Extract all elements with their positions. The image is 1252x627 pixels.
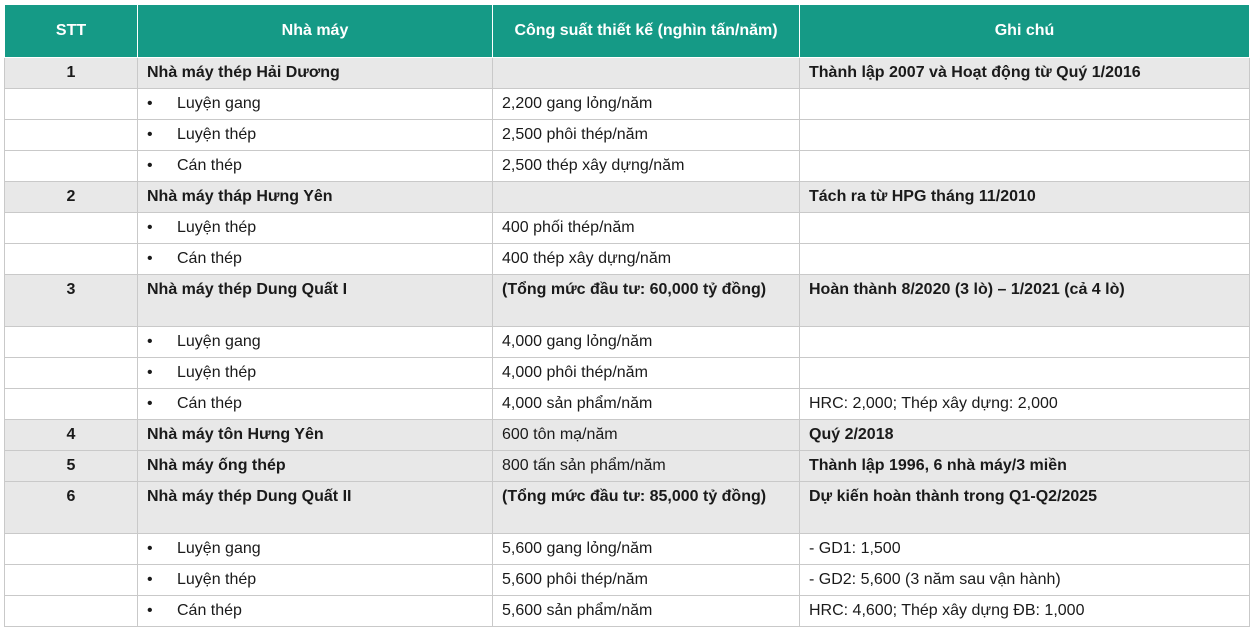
row-note: Thành lập 2007 và Hoạt động từ Quý 1/2016 (800, 58, 1250, 89)
row-stt (5, 244, 138, 275)
bullet-icon: • (147, 126, 153, 143)
table-row (5, 89, 1250, 120)
table-row (5, 58, 1250, 89)
row-note: Quý 2/2018 (800, 420, 1250, 451)
table-row (5, 151, 1250, 182)
row-note: Tách ra từ HPG tháng 11/2010 (800, 182, 1250, 213)
row-stt (5, 327, 138, 358)
row-stt (5, 120, 138, 151)
row-capacity: 800 tấn sản phẩm/năm (493, 451, 800, 482)
bullet-icon: • (147, 395, 153, 412)
table-row (5, 182, 1250, 213)
row-stt (5, 565, 138, 596)
row-capacity: 5,600 phôi thép/năm (493, 565, 800, 596)
row-process (138, 120, 493, 151)
row-factory: Luyện thép (177, 571, 257, 588)
row-factory: Luyện thép (177, 219, 257, 236)
row-process (138, 389, 493, 420)
row-process (138, 327, 493, 358)
row-capacity: 5,600 gang lỏng/năm (493, 534, 800, 565)
row-stt: 4 (5, 420, 138, 451)
table-row (5, 482, 1250, 534)
row-process (138, 89, 493, 120)
table-row (5, 451, 1250, 482)
bullet-icon: • (147, 250, 153, 267)
row-note (800, 151, 1250, 182)
row-note (800, 358, 1250, 389)
row-factory: Nhà máy tôn Hưng Yên (138, 420, 493, 451)
row-capacity: 2,500 thép xây dựng/năm (493, 151, 800, 182)
table-row (5, 565, 1250, 596)
row-note (800, 327, 1250, 358)
row-factory: Nhà máy thép Dung Quất II (138, 482, 493, 534)
row-note: Thành lập 1996, 6 nhà máy/3 miền (800, 451, 1250, 482)
row-process (138, 534, 493, 565)
row-factory: Nhà máy thép Dung Quất I (138, 275, 493, 327)
row-stt (5, 389, 138, 420)
row-factory: Luyện thép (177, 364, 257, 381)
row-note: HRC: 4,600; Thép xây dựng ĐB: 1,000 (800, 596, 1250, 627)
row-note (800, 120, 1250, 151)
row-stt (5, 89, 138, 120)
row-stt: 6 (5, 482, 138, 534)
table-row (5, 327, 1250, 358)
factory-table-container (4, 4, 1250, 627)
row-factory: Cán thép (177, 602, 242, 619)
row-process (138, 596, 493, 627)
row-capacity: 600 tôn mạ/năm (493, 420, 800, 451)
header-note: Ghi chú (800, 5, 1250, 58)
row-stt (5, 596, 138, 627)
bullet-icon: • (147, 602, 153, 619)
table-row (5, 358, 1250, 389)
row-capacity: 4,000 phôi thép/năm (493, 358, 800, 389)
row-factory: Cán thép (177, 395, 242, 412)
bullet-icon: • (147, 219, 153, 236)
row-factory: Cán thép (177, 250, 242, 267)
table-row (5, 213, 1250, 244)
row-factory: Luyện gang (177, 95, 261, 112)
row-note (800, 89, 1250, 120)
header-stt: STT (5, 5, 138, 58)
row-factory: Nhà máy thép Hải Dương (138, 58, 493, 89)
row-factory: Luyện gang (177, 333, 261, 350)
header-factory: Nhà máy (138, 5, 493, 58)
row-stt (5, 151, 138, 182)
row-note: - GD2: 5,600 (3 năm sau vận hành) (800, 565, 1250, 596)
row-note: Hoàn thành 8/2020 (3 lò) – 1/2021 (cả 4 lò) (800, 275, 1250, 327)
row-capacity: 2,500 phôi thép/năm (493, 120, 800, 151)
row-process (138, 151, 493, 182)
row-factory: Luyện gang (177, 540, 261, 557)
table-row (5, 420, 1250, 451)
row-process (138, 565, 493, 596)
table-row (5, 534, 1250, 565)
row-process (138, 244, 493, 275)
table-row (5, 389, 1250, 420)
row-stt (5, 534, 138, 565)
row-capacity: 4,000 sản phẩm/năm (493, 389, 800, 420)
row-capacity: 4,000 gang lỏng/năm (493, 327, 800, 358)
row-factory: Nhà máy ống thép (138, 451, 493, 482)
row-note: Dự kiến hoàn thành trong Q1-Q2/2025 (800, 482, 1250, 534)
table-row (5, 596, 1250, 627)
row-stt: 3 (5, 275, 138, 327)
row-capacity: 5,600 sản phẩm/năm (493, 596, 800, 627)
bullet-icon: • (147, 364, 153, 381)
row-capacity: (Tổng mức đầu tư: 60,000 tỷ đồng) (493, 275, 800, 327)
row-process (138, 213, 493, 244)
table-row (5, 244, 1250, 275)
row-stt: 2 (5, 182, 138, 213)
row-stt: 5 (5, 451, 138, 482)
row-note (800, 244, 1250, 275)
row-stt: 1 (5, 58, 138, 89)
row-stt (5, 358, 138, 389)
row-capacity (493, 182, 800, 213)
bullet-icon: • (147, 540, 153, 557)
bullet-icon: • (147, 95, 153, 112)
bullet-icon: • (147, 571, 153, 588)
row-note (800, 213, 1250, 244)
header-capacity: Công suất thiết kế (nghìn tấn/năm) (493, 5, 800, 58)
row-process (138, 358, 493, 389)
row-stt (5, 213, 138, 244)
row-capacity (493, 58, 800, 89)
bullet-icon: • (147, 157, 153, 174)
factory-capacity-table (4, 4, 1250, 627)
row-capacity: 400 phối thép/năm (493, 213, 800, 244)
table-header-row (5, 5, 1250, 58)
row-capacity: 400 thép xây dựng/năm (493, 244, 800, 275)
bullet-icon: • (147, 333, 153, 350)
row-factory: Luyện thép (177, 126, 257, 143)
row-factory: Cán thép (177, 157, 242, 174)
table-row (5, 275, 1250, 327)
row-capacity: 2,200 gang lỏng/năm (493, 89, 800, 120)
table-row (5, 120, 1250, 151)
row-note: - GD1: 1,500 (800, 534, 1250, 565)
row-factory: Nhà máy tháp Hưng Yên (138, 182, 493, 213)
row-capacity: (Tổng mức đầu tư: 85,000 tỷ đồng) (493, 482, 800, 534)
row-note: HRC: 2,000; Thép xây dựng: 2,000 (800, 389, 1250, 420)
